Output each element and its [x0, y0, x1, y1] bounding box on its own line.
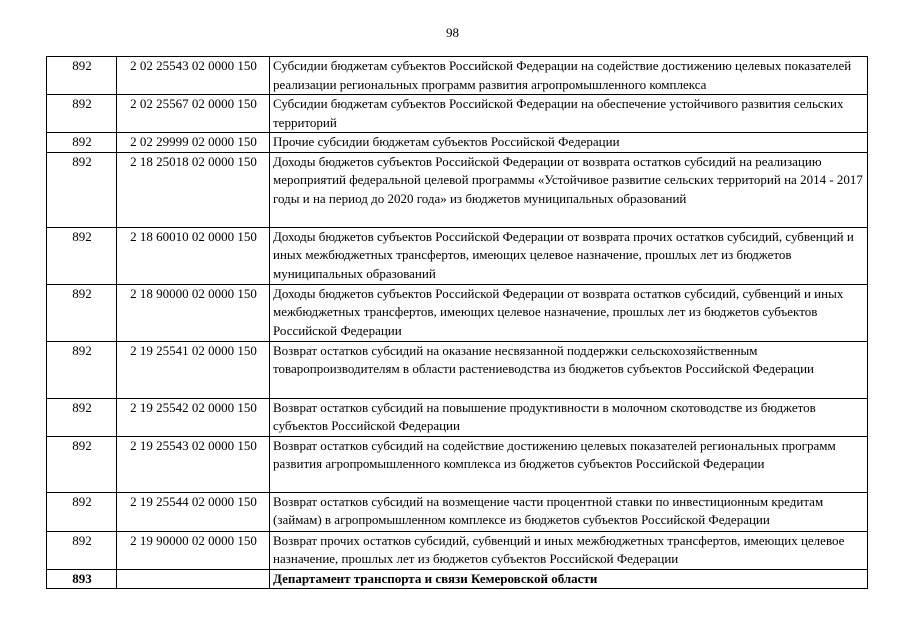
table-row — [47, 57, 868, 95]
table-row — [47, 341, 868, 398]
table-row — [47, 436, 868, 492]
table-row — [47, 531, 868, 569]
description-cell: Возврат остатков субсидий на оказание несвязанной поддержки сельскохозяйственным товаропроизводителям в области растениеводства из бюджетов субъектов Российской Федерации — [270, 341, 868, 398]
admin-code-cell: 892 — [47, 492, 117, 531]
budget-code-cell: 2 19 25542 02 0000 150 — [117, 398, 270, 436]
admin-code-cell: 892 — [47, 341, 117, 398]
budget-code-cell: 2 02 29999 02 0000 150 — [117, 133, 270, 153]
description-cell: Возврат остатков субсидий на содействие достижению целевых показателей региональных программ развития агропромышленного комплекса из бюджетов субъектов Российской Федерации — [270, 436, 868, 492]
budget-code-cell: 2 18 60010 02 0000 150 — [117, 227, 270, 284]
admin-code-cell: 892 — [47, 398, 117, 436]
description-cell: Возврат остатков субсидий на повышение продуктивности в молочном скотоводстве из бюджетов субъектов Российской Федерации — [270, 398, 868, 436]
table-row — [47, 284, 868, 341]
description-cell: Прочие субсидии бюджетам субъектов Российской Федерации — [270, 133, 868, 153]
budget-classification-table — [46, 56, 868, 589]
description-cell: Возврат прочих остатков субсидий, субвенций и иных межбюджетных трансфертов, имеющих целевое назначение, прошлых лет из бюджетов субъектов Российской Федерации — [270, 531, 868, 569]
table-row — [47, 492, 868, 531]
table-row — [47, 95, 868, 133]
admin-code-cell: 892 — [47, 531, 117, 569]
admin-code-cell: 892 — [47, 95, 117, 133]
admin-code-cell: 892 — [47, 57, 117, 95]
budget-code-cell: 2 02 25567 02 0000 150 — [117, 95, 270, 133]
table-row — [47, 398, 868, 436]
description-cell: Возврат остатков субсидий на возмещение части процентной ставки по инвестиционным кредитам (займам) в агропромышленном комплексе из бюджетов субъектов Российской Федерации — [270, 492, 868, 531]
table-row — [47, 133, 868, 153]
admin-code-cell: 892 — [47, 133, 117, 153]
budget-code-cell: 2 19 25544 02 0000 150 — [117, 492, 270, 531]
budget-code-cell: 2 19 90000 02 0000 150 — [117, 531, 270, 569]
description-cell: Субсидии бюджетам субъектов Российской Федерации на обеспечение устойчивого развития сельских территорий — [270, 95, 868, 133]
budget-code-cell: 2 19 25543 02 0000 150 — [117, 436, 270, 492]
admin-code-cell: 892 — [47, 227, 117, 284]
admin-code-cell: 892 — [47, 284, 117, 341]
table-row — [47, 227, 868, 284]
budget-code-cell: 2 18 90000 02 0000 150 — [117, 284, 270, 341]
admin-code-cell: 892 — [47, 152, 117, 227]
page-number: 98 — [446, 25, 459, 40]
description-cell: Доходы бюджетов субъектов Российской Федерации от возврата остатков субсидий, субвенций и иных межбюджетных трансфертов, имеющих целевое назначение, прошлых лет из бюджетов субъектов Российской Федерации — [270, 284, 868, 341]
description-cell: Департамент транспорта и связи Кемеровской области — [270, 569, 868, 589]
table-row — [47, 569, 868, 589]
admin-code-cell: 892 — [47, 436, 117, 492]
description-cell: Доходы бюджетов субъектов Российской Федерации от возврата прочих остатков субсидий, субвенций и иных межбюджетных трансфертов, имеющих целевое назначение, прошлых лет из бюджетов муниципальных образований — [270, 227, 868, 284]
description-cell: Субсидии бюджетам субъектов Российской Федерации на содействие достижению целевых показателей реализации региональных программ развития агропромышленного комплекса — [270, 57, 868, 95]
budget-code-cell: 2 18 25018 02 0000 150 — [117, 152, 270, 227]
description-cell: Доходы бюджетов субъектов Российской Федерации от возврата остатков субсидий на реализацию мероприятий федеральной целевой программы «Устойчивое развитие сельских территорий на 2014 - 2017 годы и на период до 2020 года» из бюджетов муниципальных образований — [270, 152, 868, 227]
budget-code-cell: 2 19 25541 02 0000 150 — [117, 341, 270, 398]
admin-code-cell: 893 — [47, 569, 117, 589]
table-body — [47, 57, 868, 589]
table-row — [47, 152, 868, 227]
budget-code-cell — [117, 569, 270, 589]
budget-code-cell: 2 02 25543 02 0000 150 — [117, 57, 270, 95]
